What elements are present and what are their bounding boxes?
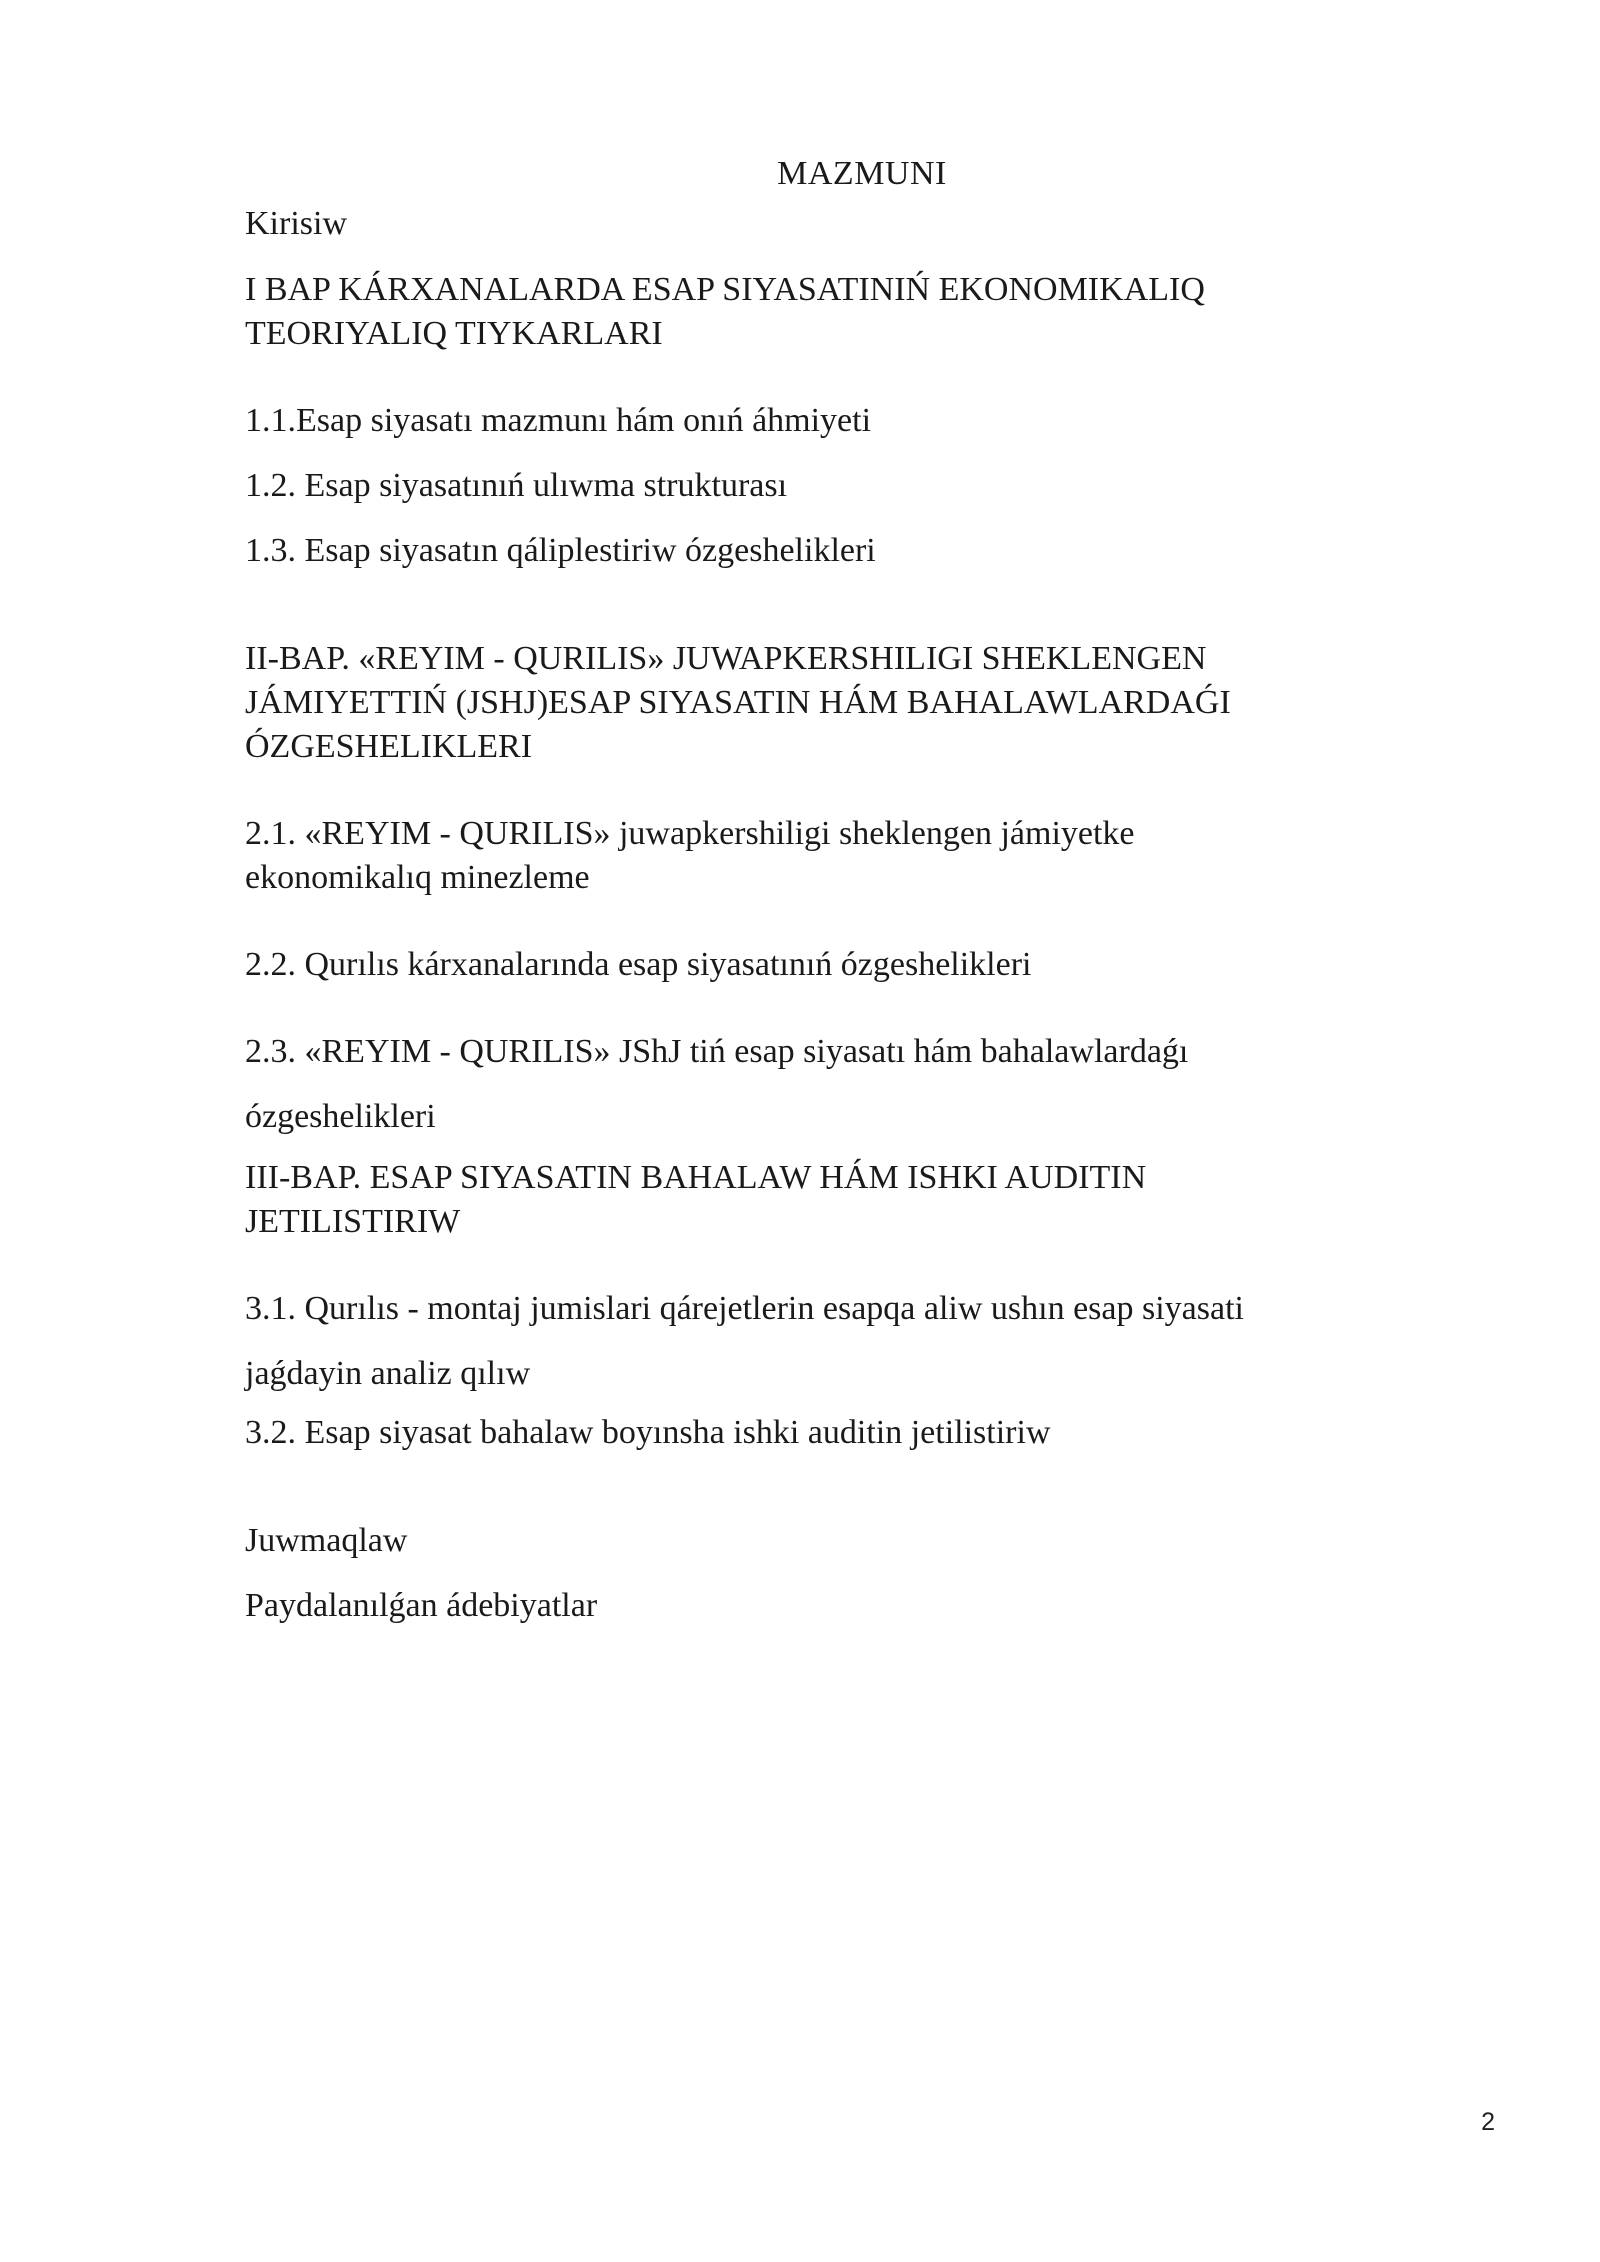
toc-entry-conclusion: Juwmaqlaw [245, 1522, 408, 1559]
page-number: 2 [1481, 2108, 1495, 2136]
toc-section-2-3-line-2: ózgeshelikleri [245, 1098, 436, 1135]
page-title: MAZMUNI [777, 155, 947, 192]
toc-section-2-1-line-1: 2.1. «REYIM - QURILIS» juwapkershiligi sheklengen jámiyetke [245, 815, 1135, 852]
toc-section-2-2: 2.2. Qurılıs kárxanalarında esap siyasatınıń ózgeshelikleri [245, 946, 1032, 983]
toc-entry-references: Paydalanılǵan ádebiyatlar [245, 1587, 598, 1624]
toc-chapter-1 [245, 268, 1205, 356]
toc-section-2-3-line-1: 2.3. «REYIM - QURILIS» JShJ tiń esap siyasatı hám bahalawlardaǵı [245, 1033, 1189, 1070]
toc-chapter-2-line-2: JÁMIYETTIŃ (JSHJ)ESAP SIYASATIN HÁM BAHALAWLARDAǴI [245, 684, 1231, 721]
toc-section-1-3: 1.3. Esap siyasatın qáliplestiriw ózgeshelikleri [245, 532, 876, 569]
toc-chapter-2-line-1: II-BAP. «REYIM - QURILIS» JUWAPKERSHILIGI SHEKLENGEN [245, 640, 1207, 677]
toc-section-2-1-line-2: ekonomikalıq minezleme [245, 859, 590, 896]
toc-chapter-1-line-1: I BAP KÁRXANALARDA ESAP SIYASATINIŃ EKONOMIKALIQ [245, 271, 1205, 308]
toc-section-1-1: 1.1.Esap siyasatı mazmunı hám onıń áhmiyeti [245, 402, 872, 439]
toc-section-3-1-line-1: 3.1. Qurılıs - montaj jumislari qárejetlerin esapqa aliw ushın esap siyasati [245, 1290, 1244, 1327]
toc-chapter-1-line-2: TEORIYALIQ TIYKARLARI [245, 315, 663, 352]
toc-chapter-3 [245, 1156, 1146, 1244]
toc-section-3-1-line-2: jaǵdayin analiz qılıw [245, 1355, 531, 1392]
toc-chapter-3-line-1: III-BAP. ESAP SIYASATIN BAHALAW HÁM ISHKI AUDITIN [245, 1159, 1147, 1196]
toc-section-3-2: 3.2. Esap siyasat bahalaw boyınsha ishki auditin jetilistiriw [245, 1414, 1051, 1451]
toc-chapter-2-line-3: ÓZGESHELIKLERI [245, 728, 533, 765]
toc-section-1-2: 1.2. Esap siyasatınıń ulıwma strukturası [245, 467, 788, 504]
toc-entry-introduction: Kirisiw [245, 205, 347, 242]
toc-chapter-3-line-2: JETILISTIRIW [245, 1203, 461, 1240]
toc-section-2-1 [245, 812, 1135, 900]
toc-chapter-2 [245, 637, 1231, 769]
